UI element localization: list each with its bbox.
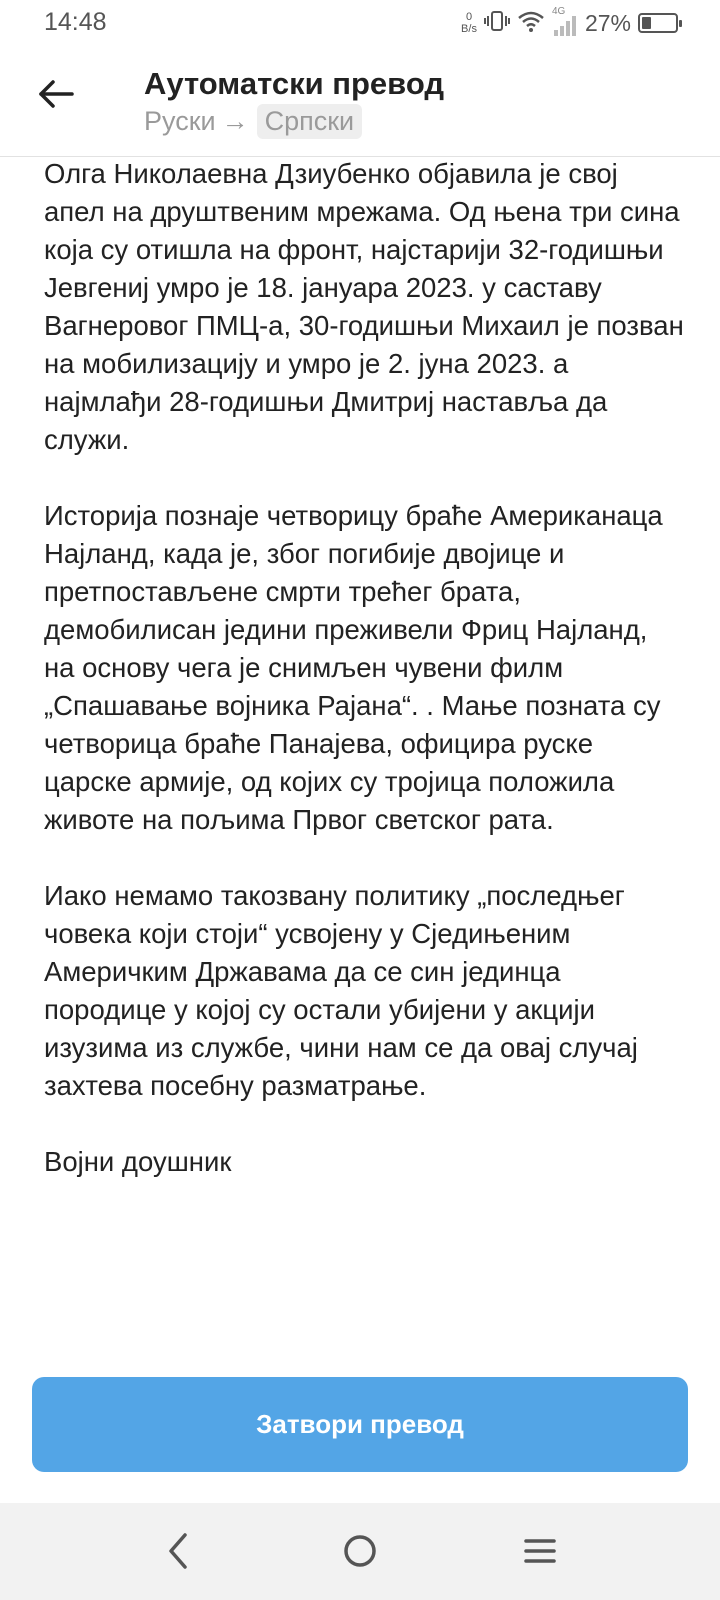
hamburger-menu-icon bbox=[523, 1536, 557, 1571]
arrow-right-icon: → bbox=[221, 106, 249, 136]
close-translation-button[interactable]: Затвори превод bbox=[32, 1377, 688, 1472]
paragraph: Историја познаје четворицу браће Американаца Најланд, када је, због погибије двојице и претпостављене смрти трећег брата, демобилисан једини преживели Фриц Најланд, на основу чега је снимљен чувени филм „Спашавање војника Рајана“. . Мање позната су четворица браће Панајева, официра руске царске армије, од којих су тројица положила животе на пољима Првог светског рата. bbox=[44, 500, 663, 835]
source-language: Руски bbox=[144, 106, 216, 136]
target-language[interactable]: Српски bbox=[257, 104, 363, 139]
status-icons bbox=[461, 6, 678, 40]
back-button[interactable] bbox=[30, 70, 82, 122]
nav-menu-button[interactable] bbox=[510, 1523, 570, 1583]
translated-text bbox=[44, 155, 684, 1181]
status-time: 14:48 bbox=[44, 8, 107, 36]
chevron-left-icon bbox=[163, 1531, 193, 1576]
paragraph: Иако немамо такозвану политику „последњег човека који стоји“ усвојену у Сједињеним Америчким Државама да се син јединца породице у којој су остали убијени у акцији изузима из службе, чини нам се да овај случај захтева посебну разматрање. bbox=[44, 880, 638, 1101]
status-bar bbox=[0, 0, 720, 46]
battery-icon bbox=[638, 13, 678, 33]
battery-percent: 27% bbox=[584, 9, 631, 36]
wifi-icon bbox=[517, 9, 545, 38]
app-header bbox=[0, 46, 720, 157]
system-nav-bar bbox=[0, 1503, 720, 1600]
network-speed bbox=[461, 11, 477, 35]
vibrate-icon bbox=[484, 9, 510, 38]
cellular-signal-icon bbox=[552, 8, 578, 38]
page-title: Аутоматски превод bbox=[144, 66, 445, 101]
network-type: 4G bbox=[551, 6, 566, 17]
network-speed-value: 0 bbox=[465, 11, 473, 23]
battery-level-fill bbox=[642, 17, 651, 29]
arrow-left-icon bbox=[38, 79, 74, 114]
circle-icon bbox=[342, 1533, 378, 1574]
network-speed-unit: B/s bbox=[461, 23, 477, 35]
paragraph: Војни доушник bbox=[44, 1146, 232, 1177]
nav-back-button[interactable] bbox=[148, 1523, 208, 1583]
paragraph: Олга Николаевна Дзиубенко објавила је свој апел на друштвеним мрежама. Од њена три сина која су отишла на фронт, најстарији 32-годишњи Јевгениј умро је 18. јануара 2023. у саставу Вагнеровог ПМЦ-а, 30-годишњи Михаил је позван на мобилизацију и умро је 2. јуна 2023. а најмлађи 28-годишњи Дмитриј наставља да служи. bbox=[44, 158, 684, 455]
nav-home-button[interactable] bbox=[330, 1523, 390, 1583]
language-pair bbox=[144, 104, 362, 139]
